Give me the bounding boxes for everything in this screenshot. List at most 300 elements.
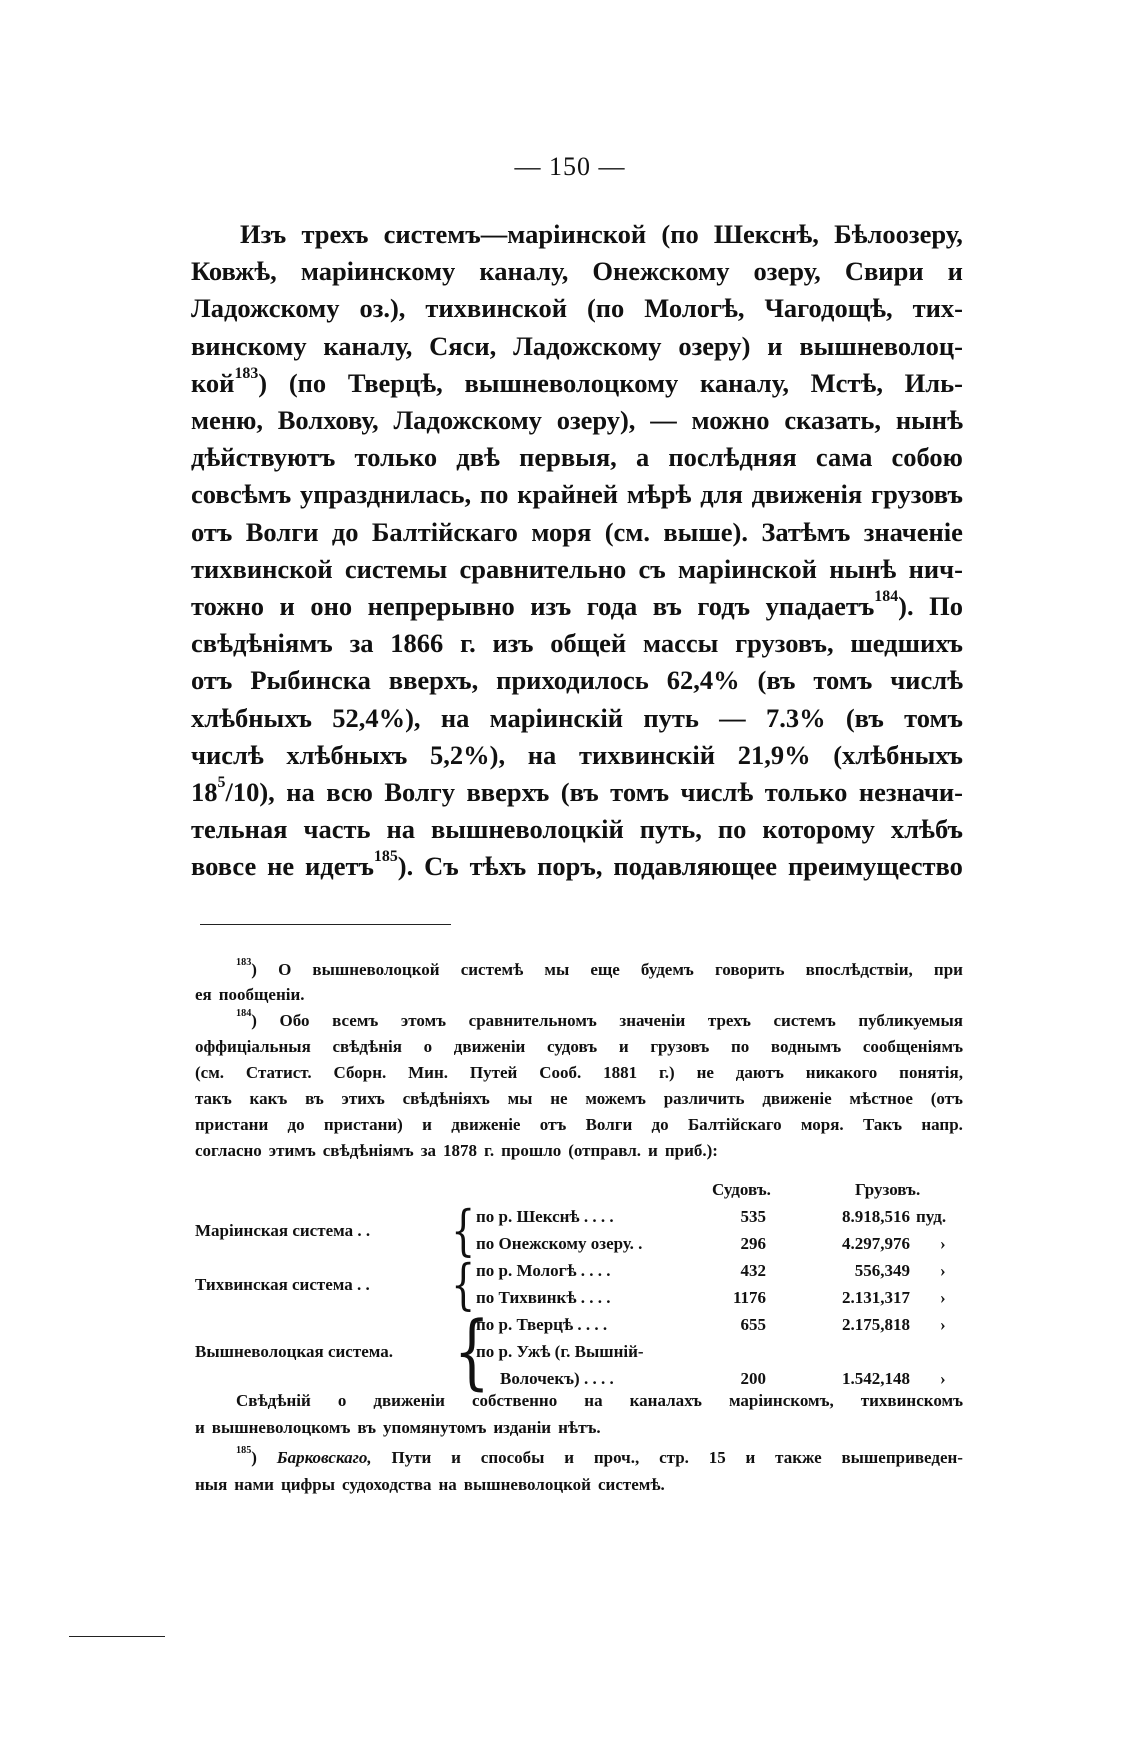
text-fragment: (отправл. — [568, 1141, 642, 1160]
word — [517, 479, 618, 509]
route: по р. Тверцѣ . . . . — [476, 1315, 608, 1334]
route: по р. Ужѣ (г. Вышній- — [476, 1342, 644, 1361]
text-fragment: моря. — [800, 1115, 844, 1134]
word — [746, 1448, 756, 1468]
text-fragment: маріинской — [677, 553, 817, 584]
word — [481, 1448, 545, 1468]
text-fragment: системъ—маріинской — [383, 219, 647, 249]
text-fragment: системѣ. — [597, 1475, 665, 1494]
footnote-ref: 185 — [236, 1445, 252, 1456]
text-fragment: и — [279, 591, 295, 621]
word — [195, 1063, 224, 1083]
word — [899, 1063, 963, 1083]
text-fragment: Ладожскому — [191, 293, 340, 324]
unit: › — [940, 1234, 946, 1253]
word — [729, 1391, 834, 1411]
unit: › — [940, 1369, 946, 1388]
text-fragment: (по — [661, 219, 699, 249]
word — [191, 442, 335, 472]
word — [845, 256, 924, 286]
text-fragment: Сборн. — [333, 1063, 387, 1082]
text-fragment: свѣдѣнія — [332, 1037, 402, 1056]
text-fragment: Ладожскому — [513, 330, 662, 361]
word — [678, 331, 750, 361]
word — [470, 1063, 517, 1083]
word — [236, 1391, 311, 1411]
word — [191, 256, 277, 286]
text-fragment: публикуемыя — [858, 1011, 963, 1030]
word — [663, 517, 748, 547]
word — [841, 1448, 963, 1468]
footnote-line — [195, 1418, 963, 1438]
text-fragment: ея — [195, 985, 212, 1004]
text-fragment: говорить — [714, 960, 785, 979]
footnote-ref: 185 — [373, 848, 398, 866]
text-fragment: вышеприведен- — [841, 1448, 963, 1467]
text-fragment: тихвинской — [191, 553, 333, 584]
word — [519, 442, 617, 472]
brace-icon: { — [453, 1305, 490, 1399]
text-fragment: отъ — [191, 665, 233, 696]
text-fragment: г.) — [658, 1063, 675, 1082]
header-cargo: Грузовъ. — [855, 1180, 921, 1199]
text-fragment: (отъ — [930, 1089, 963, 1108]
word — [806, 1063, 878, 1083]
word — [424, 1037, 433, 1057]
footnote-line — [195, 985, 963, 1005]
word — [338, 1391, 347, 1411]
text-fragment: и — [745, 1448, 756, 1467]
word — [484, 1141, 494, 1161]
word — [191, 554, 333, 584]
word — [305, 1089, 324, 1109]
text-fragment: судоходства — [342, 1475, 432, 1494]
word — [267, 851, 294, 881]
text-fragment: системѣ — [460, 960, 524, 979]
text-fragment: каналу, — [699, 367, 789, 398]
text-fragment: Изъ — [240, 219, 287, 249]
word — [326, 777, 373, 807]
text-fragment: шедшихъ — [850, 628, 963, 659]
word — [641, 960, 694, 980]
word — [771, 1037, 841, 1057]
text-fragment: ныя — [195, 1475, 228, 1494]
text-fragment: г. — [460, 628, 476, 659]
text-fragment: на — [440, 702, 470, 733]
word — [191, 479, 291, 509]
text-fragment: оффиціальныя — [195, 1037, 311, 1056]
text-fragment: вверхъ — [466, 777, 550, 807]
word — [594, 1448, 639, 1468]
text-fragment: приходилось — [496, 665, 649, 696]
text-fragment: (по — [586, 293, 625, 324]
ships-value: 200 — [740, 1369, 766, 1388]
text-fragment: движеніи — [373, 1391, 445, 1410]
ships-value: 432 — [740, 1261, 766, 1280]
footnote-ref: 5 — [217, 774, 226, 791]
text-fragment: числѣ — [680, 777, 754, 807]
text-fragment: на — [527, 739, 557, 770]
word — [451, 1448, 461, 1468]
word — [913, 293, 963, 323]
page-number: — 150 — — [514, 152, 626, 181]
word — [592, 256, 729, 286]
word — [584, 1391, 602, 1411]
text-fragment: каналу, — [479, 256, 569, 287]
text-fragment: 1881 — [603, 1063, 638, 1082]
body-line — [191, 588, 963, 621]
text-fragment: Мстѣ, — [810, 367, 883, 398]
text-fragment: только — [764, 777, 848, 807]
brace-icon: { — [451, 1253, 476, 1316]
text-fragment: подавляющее — [613, 851, 778, 882]
text-fragment: воднымъ — [770, 1037, 842, 1056]
text-fragment: значеніи — [619, 1011, 686, 1030]
text-fragment: можно — [691, 405, 770, 435]
text-fragment: первыя, — [519, 442, 617, 473]
text-fragment: ) — [258, 367, 268, 398]
word — [195, 1141, 262, 1161]
text-fragment: движеніи — [453, 1037, 526, 1056]
word — [664, 1089, 745, 1109]
ships-value: 655 — [740, 1315, 766, 1334]
word — [678, 554, 817, 584]
text-fragment: понятія, — [899, 1063, 963, 1082]
word — [332, 703, 420, 733]
word — [605, 517, 650, 547]
word — [665, 1141, 718, 1161]
word — [650, 405, 677, 435]
word — [195, 985, 212, 1005]
text-fragment: никакого — [805, 1063, 878, 1082]
word — [653, 591, 682, 621]
word — [350, 628, 374, 658]
word — [332, 1037, 401, 1057]
body-line — [191, 442, 963, 472]
text-fragment: въ — [357, 1418, 377, 1437]
text-fragment: собою — [891, 442, 963, 473]
ships-value: 1176 — [732, 1288, 766, 1307]
text-fragment: трехъ — [301, 219, 369, 249]
word — [246, 517, 319, 547]
word — [431, 814, 624, 844]
text-fragment: до — [651, 1115, 669, 1134]
text-fragment: /10), — [225, 777, 275, 807]
text-fragment: такъ — [195, 1089, 232, 1108]
word — [811, 368, 883, 398]
word — [236, 1008, 257, 1031]
system-name: Вышневолоцкая система. — [195, 1342, 393, 1361]
word — [643, 628, 718, 658]
text-fragment: всемъ — [332, 1011, 379, 1030]
word — [736, 1063, 784, 1083]
word — [332, 1011, 378, 1031]
text-fragment: при — [933, 960, 963, 979]
word — [890, 665, 963, 695]
text-fragment: пообщеніи. — [218, 985, 305, 1004]
text-fragment: незначи- — [858, 777, 963, 807]
text-fragment: 5,2%), — [430, 739, 506, 770]
word — [372, 517, 518, 547]
word — [389, 665, 478, 695]
text-fragment: — — [650, 405, 677, 435]
footnote-line — [195, 1089, 963, 1109]
word — [195, 1418, 205, 1438]
footnote-line — [236, 957, 963, 980]
text-fragment: каналахъ — [629, 1391, 702, 1410]
text-fragment: пристани — [195, 1115, 269, 1134]
word — [368, 591, 515, 621]
word — [767, 331, 782, 361]
word — [195, 1475, 227, 1495]
text-fragment: на — [584, 1391, 603, 1410]
word — [557, 405, 636, 435]
footnote-ref: 184 — [236, 1008, 252, 1019]
route: по р. Мологѣ . . . . — [476, 1261, 611, 1280]
body-line — [191, 774, 963, 807]
text-fragment: идетъ — [305, 851, 374, 882]
text-fragment: всю — [326, 777, 373, 807]
word — [454, 1037, 526, 1057]
text-fragment: свѣдѣніямъ — [191, 628, 333, 659]
text-fragment: отъ — [539, 1115, 567, 1134]
word — [568, 1141, 641, 1161]
text-fragment: Волги — [585, 1115, 633, 1134]
word — [661, 219, 698, 249]
text-fragment: Съ — [424, 851, 459, 882]
word — [896, 405, 963, 435]
text-fragment: (см. — [195, 1063, 225, 1082]
text-fragment: мы — [507, 1089, 533, 1108]
word — [564, 1448, 574, 1468]
word — [833, 740, 963, 770]
text-fragment: хлѣбъ — [890, 814, 963, 845]
word — [246, 1063, 312, 1083]
word — [766, 703, 826, 733]
text-fragment: на — [438, 1475, 457, 1494]
text-fragment: впослѣдствіи, — [805, 960, 913, 979]
text-fragment: свѣдѣніямъ — [322, 1141, 414, 1160]
footnote-line — [195, 1475, 963, 1495]
word — [480, 479, 509, 509]
body-line — [191, 665, 963, 695]
text-fragment: Мин. — [408, 1063, 449, 1082]
text-fragment: 15 — [708, 1448, 726, 1467]
word — [191, 364, 268, 398]
text-fragment: винскому — [191, 330, 307, 361]
text-fragment: (въ — [560, 777, 599, 807]
body-line — [191, 554, 963, 584]
word — [738, 740, 811, 770]
text-fragment: и — [648, 1141, 658, 1160]
text-fragment: кой — [191, 367, 235, 398]
word — [934, 960, 963, 980]
word — [342, 1475, 431, 1495]
text-fragment: вышневолоцкой — [463, 1475, 591, 1494]
word — [390, 628, 443, 658]
text-fragment: трехъ — [707, 1011, 751, 1030]
footnote-line — [236, 1391, 963, 1411]
word — [762, 814, 875, 844]
text-fragment: вышневолоцкой — [312, 960, 440, 979]
text-fragment: двѣ — [456, 442, 500, 473]
text-fragment: грузовъ — [871, 479, 963, 510]
text-fragment: вышневолоц- — [799, 330, 963, 361]
text-fragment: моря — [531, 516, 592, 547]
word — [708, 1011, 751, 1031]
word — [305, 848, 414, 882]
word — [286, 777, 315, 807]
word — [905, 368, 963, 398]
word — [191, 628, 333, 658]
body-line — [191, 479, 963, 509]
word — [891, 442, 962, 472]
text-fragment: изданіи — [493, 1418, 552, 1437]
text-fragment: прошло — [501, 1141, 562, 1160]
text-fragment: ) — [251, 960, 257, 979]
text-fragment: на — [386, 814, 416, 845]
footnote-line — [195, 1115, 963, 1135]
text-fragment: движеніе — [762, 1089, 832, 1108]
text-fragment: также — [775, 1448, 822, 1467]
word — [191, 517, 232, 547]
text-fragment: Чагодощѣ, — [764, 293, 893, 324]
text-fragment: О — [278, 960, 292, 979]
text-fragment: и — [422, 1115, 432, 1134]
text-fragment: Сооб. — [539, 1063, 582, 1082]
word — [401, 1011, 446, 1031]
word — [864, 517, 963, 547]
word — [345, 554, 447, 584]
word — [586, 1115, 633, 1135]
word — [508, 1089, 533, 1109]
text-fragment: различить — [663, 1089, 745, 1108]
word — [650, 1037, 709, 1057]
word — [300, 479, 471, 509]
text-fragment: меню, — [191, 405, 263, 435]
word — [846, 703, 884, 733]
word — [430, 740, 505, 770]
word — [332, 517, 359, 547]
text-fragment: озеру, — [753, 256, 821, 287]
text-fragment: оз.), — [359, 293, 406, 324]
footnote-line — [236, 1445, 963, 1468]
text-fragment: упомянутомъ — [383, 1418, 487, 1437]
word — [470, 851, 527, 881]
footnote-line — [195, 1141, 963, 1161]
word — [191, 665, 232, 695]
word — [219, 985, 305, 1005]
text-fragment: и — [618, 1037, 629, 1056]
word — [948, 256, 963, 286]
text-fragment: по — [717, 814, 747, 845]
word — [752, 479, 863, 509]
text-fragment: съ — [638, 553, 666, 584]
cargo-value: 2.175,818 — [842, 1315, 910, 1334]
text-fragment: Онежскому — [592, 256, 730, 287]
body-line — [191, 405, 963, 435]
word — [849, 1089, 913, 1109]
text-fragment: маріинскій — [489, 702, 624, 733]
text-fragment: этомъ — [400, 1011, 447, 1030]
text-fragment: этимъ — [268, 1141, 316, 1160]
word — [490, 703, 623, 733]
text-fragment: до — [287, 1115, 305, 1134]
word — [638, 554, 665, 584]
text-fragment: Иль- — [904, 367, 963, 398]
route: по Онежскому озеру. . — [476, 1234, 643, 1253]
word — [788, 851, 963, 881]
footnote-ref: 184 — [874, 588, 899, 605]
text-fragment: мѣстное — [849, 1089, 913, 1108]
word — [587, 293, 624, 323]
word — [909, 554, 963, 584]
text-fragment: Рыбинска — [250, 665, 371, 696]
word — [630, 1391, 702, 1411]
word — [764, 293, 892, 323]
text-fragment: (въ — [845, 702, 884, 733]
word — [891, 814, 963, 844]
word — [528, 740, 557, 770]
text-fragment: свѣдѣніяхъ — [402, 1089, 490, 1108]
word — [585, 1089, 646, 1109]
text-fragment: нынѣ — [829, 553, 897, 584]
word — [544, 960, 569, 980]
word — [456, 442, 500, 472]
text-fragment: 7.3% — [765, 702, 826, 733]
text-fragment: цифры — [280, 1475, 336, 1494]
text-fragment: Мологѣ, — [644, 293, 745, 324]
text-fragment: только — [354, 442, 438, 473]
footnote-line — [195, 1037, 963, 1057]
unit: › — [940, 1315, 946, 1334]
word — [422, 1115, 432, 1135]
text-fragment: на — [286, 777, 315, 807]
word — [813, 665, 872, 695]
text-fragment: Балтійскаго — [371, 516, 518, 547]
word — [383, 1418, 486, 1438]
text-fragment: приб.): — [664, 1141, 718, 1160]
word — [550, 628, 626, 658]
text-fragment: (хлѣбныхъ — [833, 739, 963, 770]
text-fragment: движеніе — [451, 1115, 521, 1134]
footnote-divider — [200, 924, 451, 925]
text-fragment: вверхъ, — [388, 665, 479, 696]
unit: пуд. — [916, 1207, 947, 1226]
text-fragment: Путей — [469, 1063, 518, 1082]
word — [834, 219, 963, 249]
word — [539, 1063, 581, 1083]
text-fragment: преимущество — [787, 851, 963, 882]
text-fragment: по — [479, 479, 509, 510]
text-fragment: не — [267, 851, 295, 882]
word — [816, 442, 872, 472]
text-fragment: Ладожскому — [393, 405, 542, 435]
word — [610, 777, 669, 807]
text-fragment: вышневолоцкомъ — [211, 1418, 351, 1437]
word — [644, 293, 744, 323]
word — [195, 1115, 268, 1135]
word — [801, 1115, 844, 1135]
text-fragment: дѣйствуютъ — [191, 442, 336, 473]
text-fragment: Тверцѣ, — [347, 367, 443, 398]
word — [754, 256, 821, 286]
text-fragment: Волхову, — [277, 405, 379, 435]
text-fragment: Волгу — [384, 777, 456, 807]
word — [765, 588, 914, 621]
body-line — [240, 219, 963, 249]
text-fragment: числѣ — [191, 739, 264, 770]
